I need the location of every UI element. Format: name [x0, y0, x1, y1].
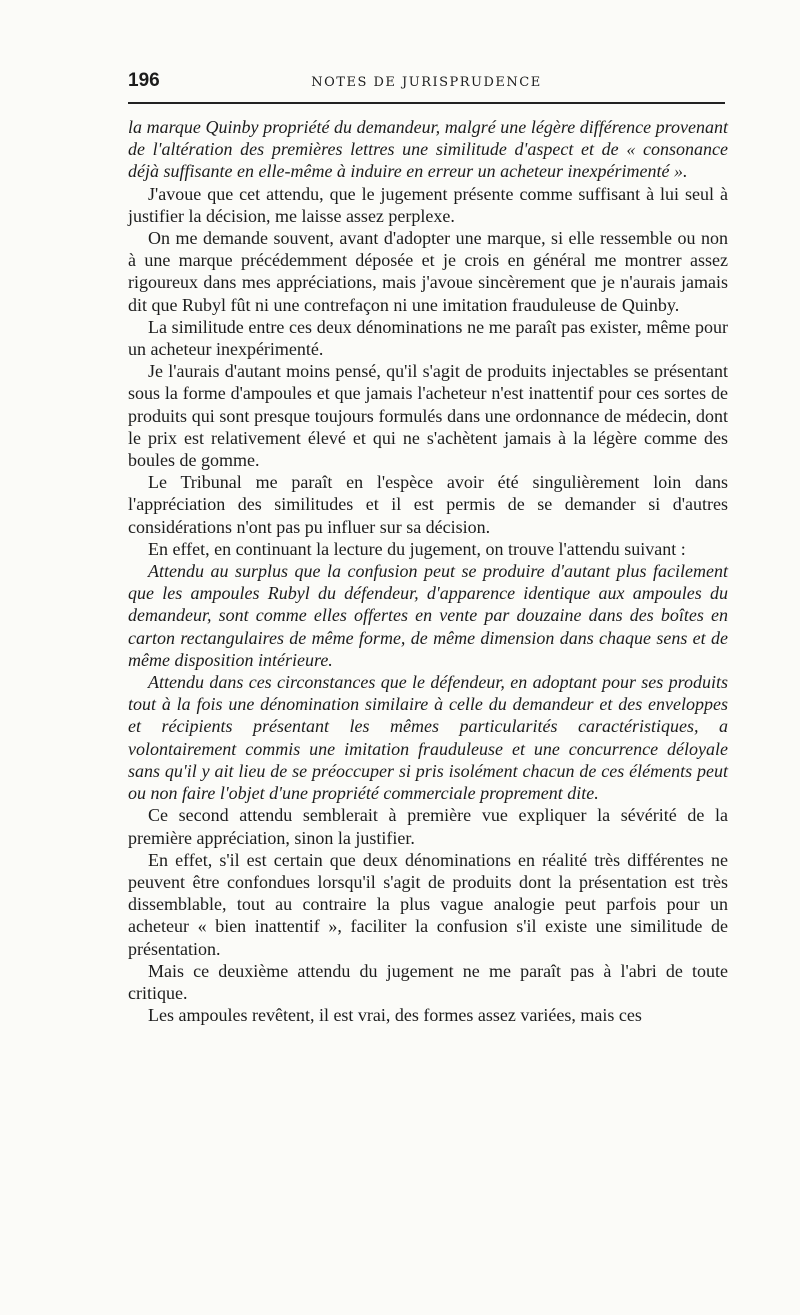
running-title: NOTES DE JURISPRUDENCE	[311, 75, 542, 90]
page-header	[128, 70, 725, 96]
paragraph-11: Les ampoules revêtent, il est vrai, des formes assez variées, mais ces	[148, 1005, 642, 1026]
paragraph-9: En effet, s'il est certain que deux dénominations en réalité très différentes ne peuvent être confondues lorsqu'il s'agit de produits dont la présentation est très dissemblable, tout au contraire la plus vague analogie peut parfois pour un acheteur « bien inattentif », faciliter la confusion s'il existe une similitude de présentation.	[128, 849, 728, 959]
page-number: 196	[128, 70, 160, 91]
quoted-attendu-1: Attendu au surplus que la confusion peut se produire d'autant plus facilement que les ampoules Rubyl du défendeur, d'apparence identique aux ampoules du demandeur, sont comme elles offertes en vente par douzaine dans des boîtes en carton rectangulaires de même forme, de même dimension dans chaque sens et de même disposition intérieure.	[128, 561, 728, 670]
paragraph-6: Le Tribunal me paraît en l'espèce avoir été singulièrement loin dans l'appréciation des similitudes et il est permis de se demander si d'autres considérations n'ont pas pu influer sur sa décision.	[128, 472, 728, 537]
paragraph-5: Je l'aurais d'autant moins pensé, qu'il s'agit de produits injectables se présentant sous la forme d'ampoules et que jamais l'acheteur n'est inattentif pour ces sortes de produits qui sont presque toujours formulés dans une ordonnance de médecin, dont le prix est relativement élevé et qui ne s'achètent jamais à la légère comme des boules de gomme.	[128, 361, 728, 471]
header-rule	[128, 102, 725, 104]
quoted-attendu-2: Attendu dans ces circonstances que le défendeur, en adoptant pour ses produits tout à la fois une dénomination similaire à celle du demandeur et des enveloppes et récipients présentant les mêmes particularités caractéristiques, a volontairement commis une imitation frauduleuse et une concurrence déloyale sans qu'il y ait lieu de se préoccuper si pris isolément chacun de ces éléments peut ou non faire l'objet d'une propriété commerciale proprement dite.	[128, 672, 728, 804]
paragraph-7: En effet, en continuant la lecture du jugement, on trouve l'attendu suivant :	[148, 538, 686, 559]
paragraph-1: la marque Quinby propriété du demandeur, malgré une légère différence provenant de l'altération des premières lettres une similitude d'aspect et de « consonance déjà suffisante en elle-même à induire en erreur un acheteur inexpérimenté ».	[128, 117, 728, 182]
paragraph-8: Ce second attendu semblerait à première vue expliquer la sévérité de la première appréciation, sinon la justifier.	[128, 805, 728, 848]
paragraph-3: On me demande souvent, avant d'adopter une marque, si elle ressemble ou non à une marque précédemment déposée et je crois en général me montrer assez rigoureux dans mes appréciations, mais j'avoue sincèrement que je n'aurais jamais dit que Rubyl fût ni une contrefaçon ni une imitation frauduleuse de Quinby.	[128, 228, 728, 315]
paragraph-2: J'avoue que cet attendu, que le jugement présente comme suffisant à lui seul à justifier la décision, me laisse assez perplexe.	[128, 183, 728, 226]
paragraph-10: Mais ce deuxième attendu du jugement ne me paraît pas à l'abri de toute critique.	[128, 960, 728, 1003]
paragraph-4: La similitude entre ces deux dénominations ne me paraît pas exister, même pour un acheteur inexpérimenté.	[128, 316, 728, 360]
body-text	[128, 116, 728, 1026]
